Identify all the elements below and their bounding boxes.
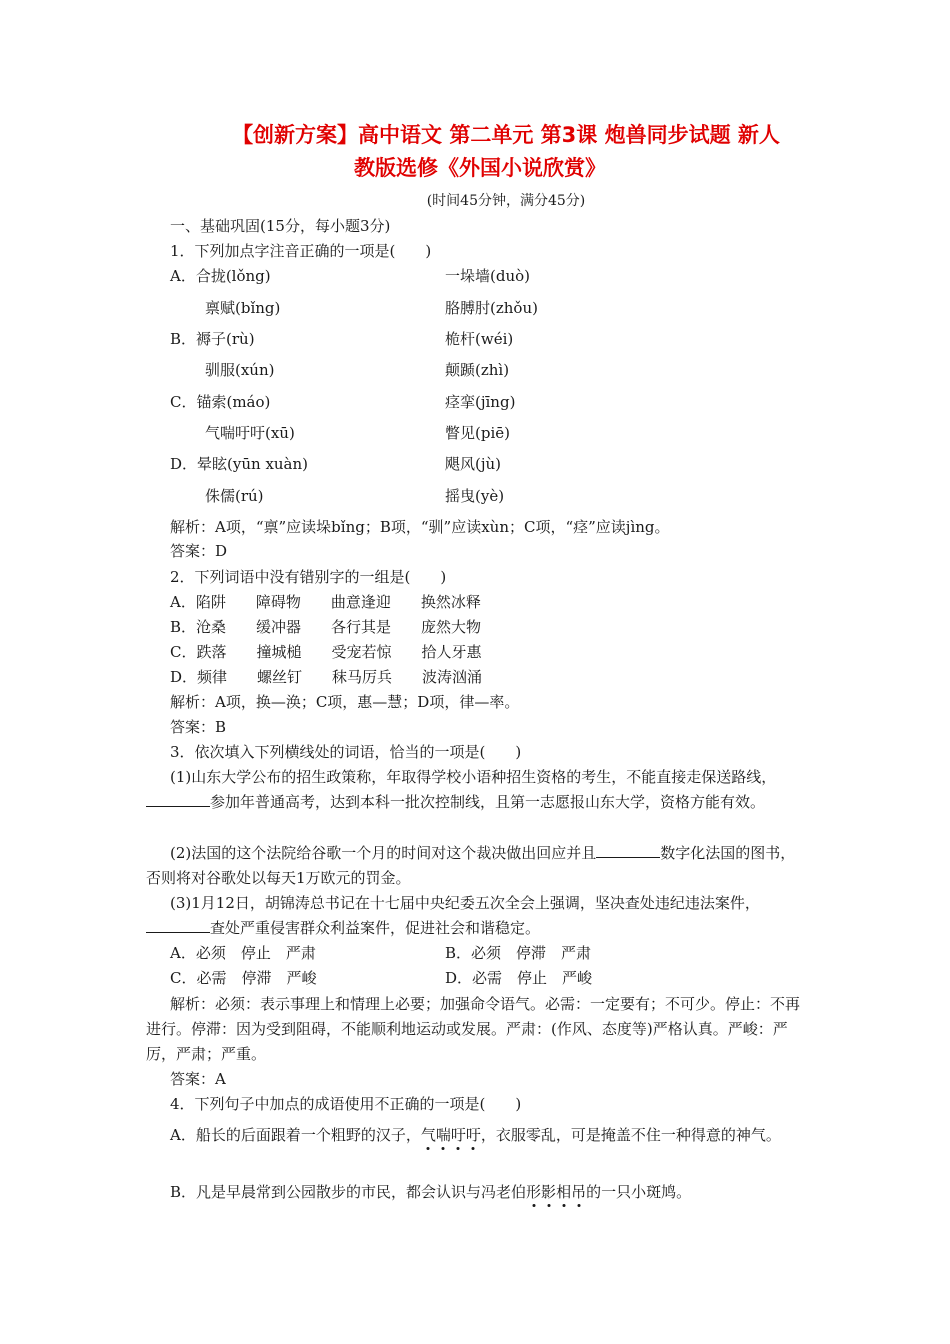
q3-blank-1 (146, 792, 210, 807)
q1-option-a-2: 一垛墙(duò) (445, 267, 530, 285)
q4-option-a: A．船长的后面跟着一个粗野的汉子，气喘吁吁，衣服零乱，可是掩盖不住一种得意的神气。 (170, 1126, 781, 1144)
q4-dotted-idiom-b: 形影相吊 (526, 1183, 587, 1201)
q2-option-b: B．沧桑 缓冲器 各行其是 庞然大物 (170, 618, 482, 636)
q2-option-a: A．陷阱 障碍物 曲意逢迎 换然冰释 (170, 593, 481, 611)
q1-option-d-4: 摇曳(yè) (445, 487, 505, 505)
q3-stem: 3．依次填入下列横线处的词语，恰当的一项是( ) (170, 743, 522, 761)
q1-option-c-1: C．锚索(máo) (170, 393, 271, 411)
q1-option-d-3: 侏儒(rú) (205, 487, 264, 505)
q3-paragraph-3: (3)1月12日，胡锦涛总书记在十七届中央纪委五次全会上强调，坚决查处违纪违法案件，查处严重侵害群众利益案件，促进社会和谐稳定。 (146, 891, 810, 941)
q3-option-a: A．必须 停止 严肃 (170, 944, 316, 962)
q3-paragraph-2: (2)法国的这个法院给谷歌一个月的时间对这个裁决做出回应并且 数字化法国的图书，否则将对谷歌处以每天1万欧元的罚金。 (146, 844, 796, 887)
q1-stem: 1．下列加点字注音正确的一项是( ) (170, 242, 432, 260)
q4-stem: 4．下列句子中加点的成语使用不正确的一项是( ) (170, 1095, 522, 1113)
q1-option-b-3: 驯服(xún) (205, 361, 275, 379)
q2-stem: 2．下列词语中没有错别字的一组是( ) (170, 568, 447, 586)
q1-analysis: 解析：A项，“禀”应读垛bǐng；B项，“驯”应读xùn；C项，“痉”应读jìng。 (170, 518, 670, 536)
q2-answer: 答案：B (170, 718, 227, 736)
q1-option-c-2: 痉挛(jīng) (445, 393, 516, 411)
q3-option-b: B．必须 停滞 严肃 (445, 944, 592, 962)
q3-analysis: 解析：必须：表示事理上和情理上必要；加强命令语气。必需：一定要有；不可少。停止：不再进行。停滞：因为受到阻碍，不能顺利地运动或发展。严肃：(作风、态度等)严格认真。严峻：严厉，严肃；严重。 (146, 995, 801, 1063)
q3-blank-3 (146, 918, 210, 933)
document-title-line1: 【创新方案】高中语文 第二单元 第3课 炮兽同步试题 新人 (232, 123, 780, 147)
q1-option-c-3: 气喘吁吁(xū) (205, 424, 295, 442)
q4-option-b: B．凡是早晨常到公园散步的市民，都会认识与冯老伯形影相吊的一只小斑鸠。 (170, 1183, 692, 1201)
document-subtitle: (时间45分钟，满分45分) (426, 193, 586, 209)
q1-option-b-4: 颠踬(zhì) (445, 361, 510, 379)
q1-option-b-2: 桅杆(wéi) (445, 330, 514, 348)
q2-option-c: C．跌落 撞城槌 受宠若惊 拾人牙惠 (170, 643, 482, 661)
section-heading: 一、基础巩固(15分，每小题3分) (170, 217, 391, 235)
q1-option-c-4: 瞥见(piē) (445, 424, 510, 442)
q2-analysis: 解析：A项，换—涣；C项，惠—慧；D项，律—率。 (170, 693, 520, 711)
q1-answer: 答案：D (170, 542, 228, 560)
q3-paragraph-1: (1)山东大学公布的招生政策称，年取得学校小语种招生资格的考生，不能直接走保送路线，参加年普通高考，达到本科一批次控制线，且第一志愿报山东大学，资格方能有效。 (146, 765, 810, 815)
q1-option-d-2: 飓风(jù) (445, 455, 502, 473)
q2-option-d: D．频律 螺丝钉 秣马厉兵 波涛汹涌 (170, 668, 483, 686)
q1-option-a-1: A．合拢(lǒng) (170, 267, 271, 285)
q1-option-a-3: 禀赋(bǐng) (205, 299, 281, 317)
q4-dotted-idiom-a: 气喘吁吁 (420, 1126, 481, 1144)
q3-option-c: C．必需 停滞 严峻 (170, 969, 317, 987)
q1-option-b-1: B．褥子(rù) (170, 330, 255, 348)
q1-option-d-1: D．晕眩(yūn xuàn) (170, 455, 309, 473)
document-title-line2: 教版选修《外国小说欣赏》 (354, 156, 606, 180)
q1-option-a-4: 胳膊肘(zhǒu) (445, 299, 538, 317)
q3-option-d: D．必需 停止 严峻 (445, 969, 593, 987)
q3-blank-2 (596, 843, 660, 858)
q3-answer: 答案：A (170, 1070, 226, 1088)
